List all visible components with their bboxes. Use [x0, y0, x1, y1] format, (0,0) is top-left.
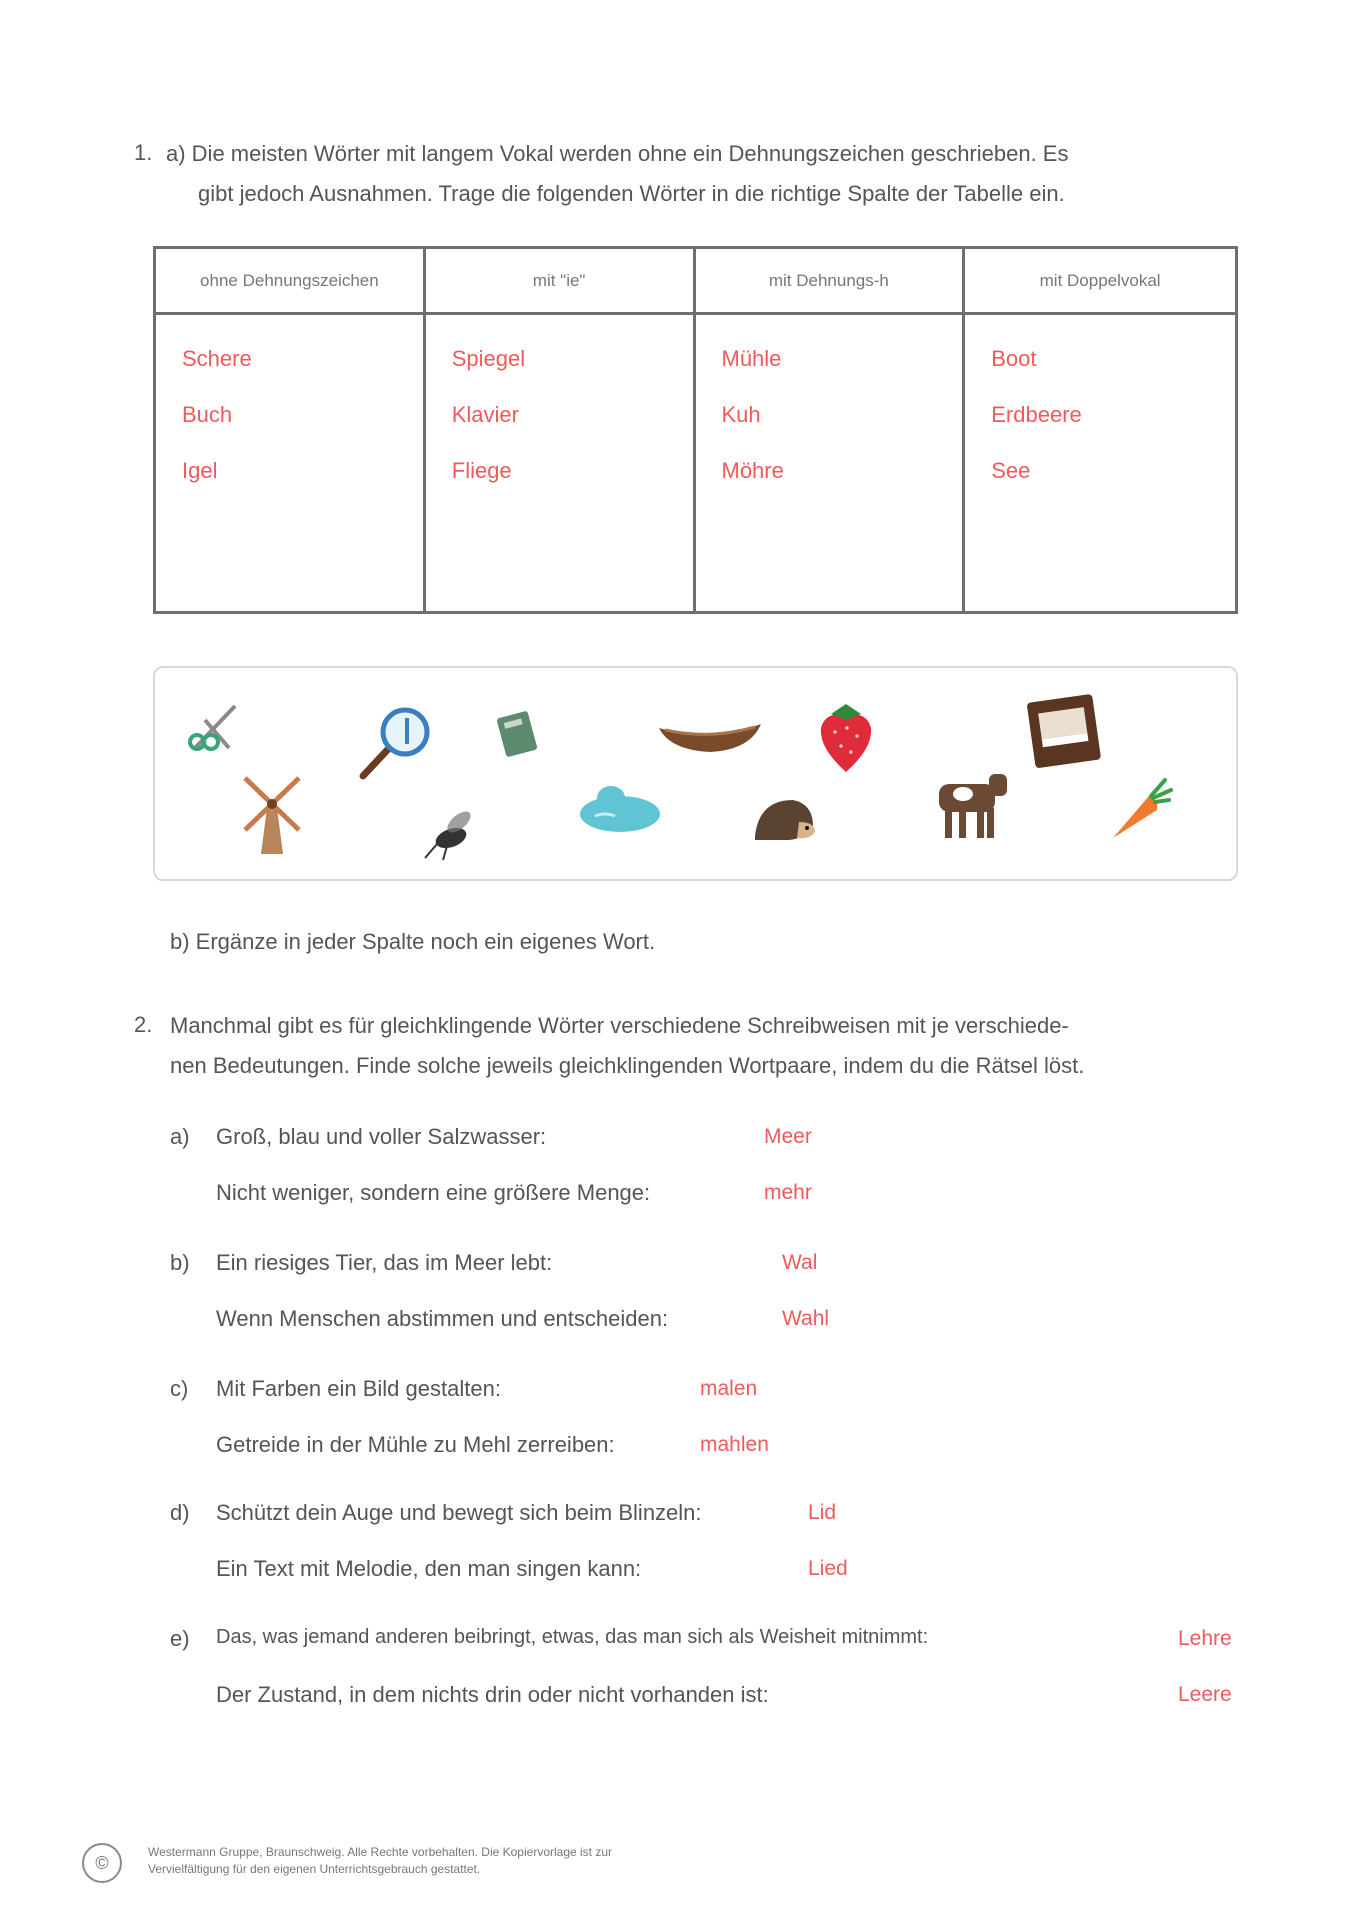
riddle-c-answer-2: mahlen: [700, 1433, 769, 1456]
header-mit-dehnungs-h: mit Dehnungs-h: [696, 249, 966, 315]
answer-word: Kuh: [721, 402, 761, 427]
column-mit-dehnungs-h: [696, 315, 966, 611]
answer-word: Erdbeere: [991, 402, 1082, 427]
answer-word: Igel: [182, 458, 218, 483]
word-table: [153, 246, 1238, 614]
riddle-e-letter: e): [170, 1626, 190, 1651]
task-2-intro-line-1: Manchmal gibt es für gleichklingende Wörter verschiedene Schreibweisen mit je verschiede-: [170, 1013, 1069, 1038]
fly-icon: [417, 804, 487, 864]
riddle-d-answer-2: Lied: [808, 1557, 848, 1580]
riddle-c-question-2: Getreide in der Mühle zu Mehl zerreiben:: [216, 1432, 615, 1457]
riddle-c-letter: c): [170, 1376, 189, 1401]
riddle-b-answer-1: Wal: [782, 1251, 818, 1274]
answer-word: See: [991, 458, 1031, 483]
riddle-e-answer-1: Lehre: [1178, 1627, 1232, 1650]
task-1-intro-line-1: a) Die meisten Wörter mit langem Vokal werden ohne ein Dehnungszeichen geschrieben. Es: [166, 141, 1069, 166]
picture-box: [153, 666, 1238, 881]
riddle-d-question-1: Schützt dein Auge und bewegt sich beim Blinzeln:: [216, 1500, 702, 1525]
answer-word: Möhre: [721, 458, 784, 483]
answer-word: Spiegel: [451, 346, 526, 371]
riddle-e-answer-2: Leere: [1178, 1683, 1232, 1706]
riddle-e-question-2: Der Zustand, in dem nichts drin oder nicht vorhanden ist:: [216, 1682, 769, 1707]
riddle-a-letter: a): [170, 1124, 190, 1149]
riddle-a-answer-2: mehr: [764, 1181, 812, 1204]
windmill-icon: [237, 768, 307, 858]
task-1-intro: [166, 134, 1246, 214]
riddle-a-question-2: Nicht weniger, sondern eine größere Menge:: [216, 1180, 651, 1205]
answer-word: Fliege: [451, 458, 512, 483]
riddle-a-answer-1: Meer: [764, 1125, 812, 1148]
book-icon: [493, 708, 543, 758]
task-2-intro-line-2: nen Bedeutungen. Finde solche jeweils gleichklingenden Wortpaare, indem du die Rätsel löst.: [170, 1053, 1085, 1078]
cow-icon: [919, 764, 1015, 844]
scissors-icon: [185, 698, 245, 758]
footer-copyright-text: Westermann Gruppe, Braunschweig. Alle Rechte vorbehalten. Die Kopiervorlage ist zur Vervielfältigung für den eigenen Unterrichtsgebrauch gestattet.: [148, 1845, 613, 1876]
riddle-c-question-1: Mit Farben ein Bild gestalten:: [216, 1376, 501, 1401]
answer-word: Mühle: [721, 346, 782, 371]
hedgehog-icon: [749, 792, 819, 848]
piano-icon: [1025, 692, 1105, 772]
header-ohne-dehnungszeichen: ohne Dehnungszeichen: [156, 249, 426, 315]
riddle-d-letter: d): [170, 1500, 190, 1525]
strawberry-icon: [815, 700, 877, 774]
answer-word: Boot: [991, 346, 1037, 371]
riddle-e-question-1: Das, was jemand anderen beibringt, etwas, das man sich als Weisheit mitnimmt:: [216, 1626, 929, 1648]
column-mit-doppelvokal: [965, 315, 1235, 611]
header-mit-ie: mit "ie": [426, 249, 696, 315]
riddle-d-question-2: Ein Text mit Melodie, den man singen kann:: [216, 1556, 642, 1581]
task-2-number: 2.: [134, 1012, 153, 1037]
riddle-c-answer-1: malen: [700, 1377, 758, 1400]
task-1-number: 1.: [134, 140, 153, 165]
answer-word: Schere: [182, 346, 252, 371]
column-mit-ie: [426, 315, 696, 611]
magnifier-icon: [355, 704, 435, 784]
task-2-intro: [170, 1006, 1270, 1086]
riddle-b-question-1: Ein riesiges Tier, das im Meer lebt:: [216, 1250, 553, 1275]
riddle-b-answer-2: Wahl: [782, 1307, 830, 1330]
boat-icon: [655, 714, 765, 758]
answer-word: Buch: [182, 402, 233, 427]
column-ohne-dehnungszeichen: [156, 315, 426, 611]
riddle-b-question-2: Wenn Menschen abstimmen und entscheiden:: [216, 1306, 669, 1331]
riddle-a-question-1: Groß, blau und voller Salzwasser:: [216, 1124, 547, 1149]
copyright-logo: ©: [82, 1843, 122, 1883]
task-1-intro-line-2: gibt jedoch Ausnahmen. Trage die folgenden Wörter in die richtige Spalte der Tabelle ein.: [198, 181, 1065, 206]
carrot-icon: [1105, 774, 1175, 844]
answer-word: Klavier: [451, 402, 519, 427]
lake-icon: [575, 778, 665, 838]
riddle-d-answer-1: Lid: [808, 1501, 837, 1524]
riddle-b-letter: b): [170, 1250, 190, 1275]
header-mit-doppelvokal: mit Doppelvokal: [965, 249, 1235, 315]
task-1-part-b: b) Ergänze in jeder Spalte noch ein eigenes Wort.: [170, 929, 656, 954]
